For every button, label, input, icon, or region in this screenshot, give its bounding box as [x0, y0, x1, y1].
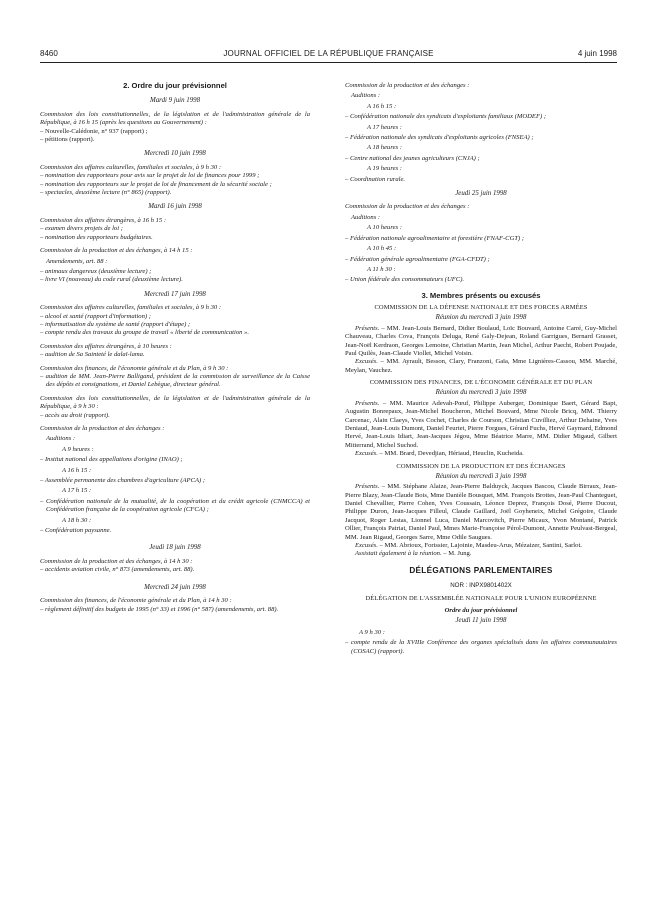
- left-column: [40, 82, 310, 614]
- time-heading: A 18 heures :: [367, 144, 402, 152]
- section-title-ordre-du-jour: 2. Ordre du jour prévisionnel: [123, 81, 227, 90]
- time-heading: A 17 heures :: [367, 123, 402, 131]
- sub-heading: Auditions :: [351, 213, 381, 221]
- date-heading: Mercredi 24 juin 1998: [144, 583, 206, 591]
- time-heading: A 9 h 30 :: [359, 628, 385, 636]
- time-heading: A 17 h 15 :: [62, 487, 92, 495]
- meeting-date: Réunion du mercredi 3 juin 1998: [435, 314, 527, 322]
- present-label: Présents.: [355, 399, 380, 407]
- header-rule: [40, 62, 617, 63]
- commission-name: COMMISSION DES FINANCES, DE L'ÉCONOMIE GÉNÉRALE ET DU PLAN: [369, 379, 593, 387]
- agenda-item: – Confédération nationale des syndicats d'exploitants familiaux (MODEF) ;: [345, 113, 547, 121]
- attendance-present: [345, 325, 617, 359]
- sub-heading: Auditions :: [351, 92, 381, 100]
- commission-line: Commission des finances, de l'économie générale et du Plan, à 9 h 30 :: [40, 364, 229, 372]
- commission-line: Commission de la production et des échanges :: [40, 425, 165, 432]
- date-heading: Mardi 16 juin 1998: [148, 203, 202, 211]
- time-heading: A 18 h 30 :: [62, 516, 92, 524]
- date-heading: Jeudi 25 juin 1998: [455, 190, 507, 198]
- attendance-excused: [345, 542, 617, 550]
- agenda-item: – livre VI (nouveau) du code rural (deuxième lecture).: [40, 276, 183, 284]
- agenda-item: – compte rendu de la XVIIIe Conférence des organes spécialisés dans les affaires communautaires (COSAC) (rapport).: [345, 639, 617, 655]
- present-label: Présents.: [355, 324, 380, 332]
- date-heading: Jeudi 18 juin 1998: [149, 544, 201, 552]
- agenda-item: – Institut national des appellations d'origine (INAO) ;: [40, 456, 183, 464]
- agenda-item: – audition de Sa Sainteté le dalaï-lama.: [40, 351, 145, 359]
- date-heading: Jeudi 11 juin 1998: [455, 617, 507, 625]
- agenda-item: – Nouvelle-Calédonie, n° 937 (rapport) ;: [40, 127, 148, 135]
- agenda-item: – compte rendu des travaux du groupe de travail « liberté de communication ».: [40, 329, 250, 337]
- time-heading: A 10 h 45 :: [367, 245, 397, 253]
- commission-line: Commission des lois constitutionnelles, de la législation et de l'administration générale de la République, à 16 h 15 (après les questions au Gouvernement) :: [40, 110, 310, 127]
- meeting-date: Réunion du mercredi 3 juin 1998: [435, 389, 527, 397]
- delegation-agenda-title: Ordre du jour prévisionnel: [444, 606, 518, 614]
- attendance-present: [345, 400, 617, 450]
- agenda-item: – audition de MM. Jean-Pierre Balligand, président de la commission de surveillance de la Caisse des dépôts et consignations, et Daniel Lebègue, directeur général.: [40, 372, 310, 389]
- agenda-item: – informatisation du système de santé (rapport d'étape) ;: [40, 320, 191, 328]
- commission-line: Commission des finances, de l'économie générale et du Plan, à 14 h 30 :: [40, 597, 232, 605]
- agenda-item: – Centre national des jeunes agriculteurs (CNJA) ;: [345, 154, 480, 162]
- time-heading: A 16 h 15 :: [62, 466, 92, 474]
- sub-heading: Auditions :: [46, 435, 76, 443]
- agenda-item: – animaux dangereux (deuxième lecture) ;: [40, 267, 152, 275]
- excused-list: – MM. Abrioux, Forissier, Lajoinie, Masdeu-Arus, Mézaizer, Santini, Sarlot.: [377, 542, 582, 550]
- journal-title: JOURNAL OFFICIEL DE LA RÉPUBLIQUE FRANÇAISE: [223, 49, 434, 58]
- present-list: – MM. Jean-Louis Bernard, Didier Boulaud, Loïc Bouvard, Antoine Carré, Guy-Michel Chauveau, Charles Cova, François Deluga, René Galy-Dejean, Roland Garrigues, Bernard Grasset, Jean-Noël Kerdraon, Georges Lemoine, Christian Martin, Jean Michel, Arthur Paecht, Robert Poujade, Paul Quilès, Jean-Claude Viollet, Michel Voisin.: [345, 324, 617, 357]
- time-heading: A 10 heures :: [367, 224, 402, 232]
- agenda-item: – Confédération paysanne.: [40, 527, 112, 535]
- agenda-item: – nomination des rapporteurs budgétaires.: [40, 233, 153, 241]
- agenda-item: – nomination des rapporteurs pour avis sur le projet de loi de finances pour 1999 ;: [40, 172, 260, 180]
- commission-line: Commission de la production et des échanges :: [345, 203, 470, 211]
- agenda-item: – Fédération nationale des syndicats d'exploitants agricoles (FNSEA) ;: [345, 134, 534, 142]
- page-header: [40, 49, 617, 61]
- meeting-date: Réunion du mercredi 3 juin 1998: [435, 472, 527, 480]
- time-heading: A 16 h 15 :: [367, 102, 397, 110]
- delegation-name: DÉLÉGATION DE L'ASSEMBLÉE NATIONALE POUR L'UNION EUROPÉENNE: [365, 594, 597, 602]
- date-heading: Mercredi 10 juin 1998: [144, 150, 206, 158]
- commission-name: COMMISSION DE LA PRODUCTION ET DES ÉCHANGES: [396, 462, 566, 470]
- time-heading: A 11 h 30 :: [367, 265, 396, 273]
- present-list: – MM. Maurice Adevah-Pœuf, Philippe Auberger, Dominique Baert, Gérard Bapt, Augustin Bonrepaux, Jean-Michel Boucheron, Michel Bouvard, Mme Nicole Bricq, MM. Thierry Carcenac, Alain Claeys, Yves Cochet, Charles de Courson, Christian Cuvilliez, Arthur Dehaine, Yves Deniaud, Jean-Louis Dumont, Daniel Feurtet, Pierre Forgues, Gérard Fuchs, Hervé Gaymard, Edmond Hervé, Jean-Louis Idiart, Jean-Jacques Jégou, Mme Béatrice Marre, MM. Didier Migaud, Gilbert Mitterrand, Michel Suchod.: [345, 399, 617, 449]
- time-heading: A 9 heures :: [62, 445, 94, 453]
- excused-label: Excusés.: [355, 450, 378, 458]
- date-heading: Mardi 9 juin 1998: [149, 97, 201, 105]
- agenda-item: – nomination des rapporteurs sur le projet de loi de financement de la sécurité sociale ;: [40, 180, 272, 188]
- commission-line: Commission des affaires culturelles, familiales et sociales, à 9 h 30 :: [40, 304, 222, 312]
- excused-label: Excusés.: [355, 358, 378, 366]
- agenda-item: – Coordination rurale.: [345, 175, 406, 183]
- commission-name: COMMISSION DE LA DÉFENSE NATIONALE ET DES FORCES ARMÉES: [374, 304, 588, 312]
- section-title-delegations: DÉLÉGATIONS PARLEMENTAIRES: [409, 565, 553, 575]
- commission-line: Commission des affaires étrangères, à 16 h 15 :: [40, 216, 167, 224]
- attendance-excused: [345, 450, 617, 458]
- excused-label: Excusés.: [355, 542, 378, 550]
- attendance-excused: [345, 358, 617, 375]
- agenda-item: – accidents aviation civile, n° 873 (amendements, art. 88).: [40, 566, 195, 574]
- commission-line: Commission des affaires culturelles, familiales et sociales, à 9 h 30 :: [40, 163, 222, 171]
- section-title-membres: 3. Membres présents ou excusés: [421, 290, 541, 300]
- excused-list: – MM. Brard, Devedjian, Hériaud, Heuclin, Kucheida.: [377, 450, 524, 458]
- nor-reference: NOR : INPX9801402X: [450, 582, 512, 590]
- agenda-item: – pétitions (rapport).: [40, 136, 95, 144]
- agenda-item: – Fédération générale agroalimentaire (FGA-CFDT) ;: [345, 255, 490, 263]
- excused-list: – MM. Ayrault, Besson, Clary, Franzoni, Gaïa, Mme Lignières-Cassou, MM. Marché, Meylan, Vauchez.: [345, 358, 617, 374]
- time-heading: A 19 heures :: [367, 165, 402, 173]
- agenda-item: – Confédération nationale de la mutualité, de la coopération et du crédit agricole (CNMCCA) et Confédération française de la coopération agricole (CFCA) ;: [40, 497, 310, 514]
- agenda-item: – examen divers projets de loi ;: [40, 225, 123, 233]
- page-number: 8460: [40, 49, 58, 58]
- issue-date: 4 juin 1998: [577, 49, 617, 58]
- commission-line: Commission de la production et des échanges :: [345, 82, 470, 89]
- present-list: – MM. Stéphane Alaize, Jean-Pierre Balduyck, Jacques Bascou, Claude Birraux, Jean-Pierre Blazy, Jean-Claude Bois, Mme Danièle Bousquet, MM. François Brottes, Jean-Paul Chanteguet, Daniel Chevallier, Pierre Cohen, Yves Coussain, Léonce Deprez, François Dosé, Pierre Ducout, Philippe Duron, Jean-Jacques Filleul, Claude Gaillard, Joël Goyheneix, Michel Grégoire, Claude Jacquot, Roger Lestas, Lionnel Luca, Daniel Marcovitch, Pierre Micaux, Yvon Montané, Patrick Ollier, François Patriat, Daniel Paul, Mmes Marie-Françoise Pérol-Dumont, Annette Peulvast-Bergeal, MM. Jean Rigaud, Georges Sarre, Mme Odile Saugues.: [345, 483, 617, 541]
- agenda-item: – alcool et santé (rapport d'information) ;: [40, 312, 151, 320]
- commission-line: Commission de la production et des échanges, à 14 h 15 :: [40, 247, 193, 255]
- assisting-label: Assistait également à la réunion.: [355, 550, 442, 558]
- date-heading: Mercredi 17 juin 1998: [144, 290, 206, 298]
- agenda-item: – Union fédérale des consommateurs (UFC).: [345, 276, 465, 284]
- agenda-item: – spectacles, deuxième lecture (n° 865) (rapport).: [40, 189, 172, 197]
- attendance-present: [345, 483, 617, 542]
- commission-line: Commission de la production et des échanges, à 14 h 30 :: [40, 557, 193, 565]
- agenda-item: – accès au droit (rapport).: [40, 411, 110, 419]
- right-column: [345, 82, 617, 656]
- agenda-item: – Fédération nationale agroalimentaire et forestière (FNAF-CGT) ;: [345, 234, 525, 242]
- agenda-item: – règlement définitif des budgets de 1995 (n° 33) et 1996 (n° 587) (amendements, art. 88).: [40, 605, 279, 613]
- assisting-list: – M. Jung.: [441, 550, 472, 558]
- commission-line: Commission des lois constitutionnelles, de la législation et de l'administration générale de la République, à 9 h 30 :: [40, 394, 310, 411]
- present-label: Présents.: [355, 483, 380, 491]
- attendance-assisting: [345, 550, 617, 558]
- agenda-item: – Assemblée permanente des chambres d'agriculture (APCA) ;: [40, 477, 206, 485]
- sub-heading: Amendements, art. 88 :: [46, 257, 108, 265]
- commission-line: Commission des affaires étrangères, à 10 heures :: [40, 342, 172, 350]
